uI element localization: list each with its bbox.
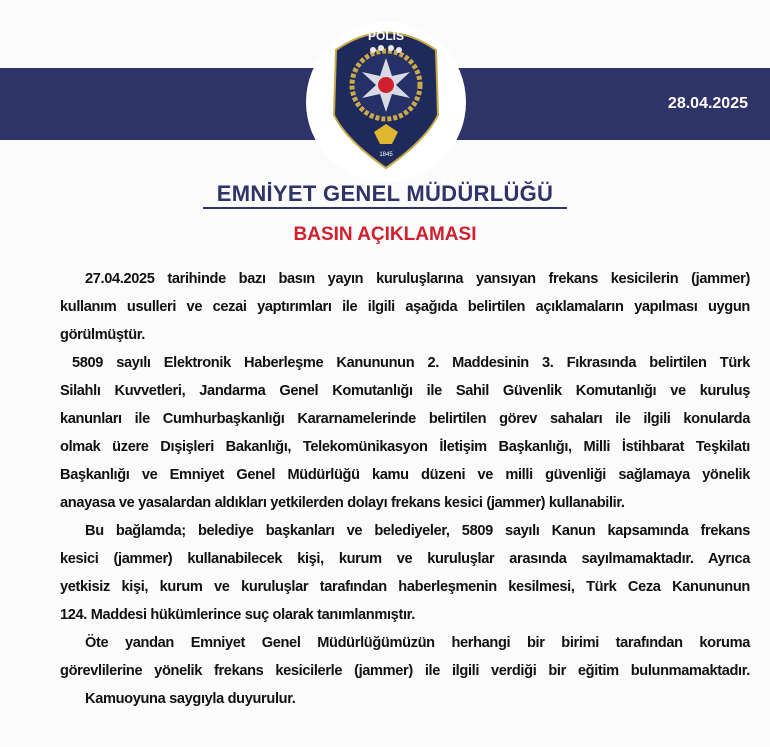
paragraph-3 xyxy=(60,517,750,629)
text-line: kanunları ile Cumhurbaşkanlığı Kararnamelerinde belirtilen görev sahaları ile ilgili konularda xyxy=(60,411,750,427)
text-line: görülmüştür. xyxy=(60,327,145,343)
text-line: anayasa ve yasalardan aldıkları yetkilerden dolayı frekans kesici (jammer) kullanabilir. xyxy=(60,495,625,511)
paragraph-2 xyxy=(60,349,750,517)
text-line: olmak üzere Dışişleri Bakanlığı, Telekomünikasyon İletişim Başkanlığı, Milli İstihbarat Teşkilatı xyxy=(60,439,750,455)
text-line: Silahlı Kuvvetleri, Jandarma Genel Komutanlığı ile Sahil Güvenlik Komutanlığı ve kuruluş xyxy=(60,383,750,399)
text-line: Kamuoyuna saygıyla duyurulur. xyxy=(85,691,296,707)
paragraph-1 xyxy=(60,265,750,349)
text-line: görevlilerine yönelik frekans kesicilerle (jammer) ile ilgili verdiği bir eğitim bulunmamaktadır. xyxy=(60,663,750,679)
press-release-body xyxy=(60,265,750,713)
text-line: Başkanlığı ve Emniyet Genel Müdürlüğü kamu düzeni ve milli güvenliği sağlamaya yönelik xyxy=(60,467,750,483)
text-line: kullanım usulleri ve cezai yaptırımları ile ilgili aşağıda belirtilen açıklamaların yapılması uygun xyxy=(60,299,750,315)
text-line: kesici (jammer) kullanabilecek kişi, kurum ve kuruluşlar arasında sayılmamaktadır. Ayrıca xyxy=(60,551,750,567)
svg-text:1845: 1845 xyxy=(379,152,393,158)
title-underline xyxy=(203,207,567,209)
text-line: 27.04.2025 tarihinde bazı basın yayın kuruluşlarına yansıyan frekans kesicilerin (jammer) xyxy=(85,271,750,287)
text-line: 5809 sayılı Elektronik Haberleşme Kanununun 2. Maddesinin 3. Fıkrasında belirtilen Türk xyxy=(72,355,750,371)
paragraph-5 xyxy=(60,685,750,713)
page-title: EMNİYET GENEL MÜDÜRLÜĞÜ xyxy=(216,181,554,206)
police-emblem-logo xyxy=(326,20,446,170)
release-date: 28.04.2025 xyxy=(667,95,748,112)
svg-text:POLİS: POLİS xyxy=(367,29,405,43)
text-line: 124. Maddesi hükümlerince suç olarak tanımlanmıştır. xyxy=(60,607,415,623)
page-subtitle: BASIN AÇIKLAMASI xyxy=(293,224,477,245)
paragraph-4 xyxy=(60,629,750,685)
text-line: yetkisiz kişi, kurum ve kuruluşlar tarafından haberleşmenin kesilmesi, Türk Ceza Kanununun xyxy=(60,579,750,595)
text-line: Öte yandan Emniyet Genel Müdürlüğümüzün herhangi bir birimi tarafından koruma xyxy=(85,635,750,651)
text-line: Bu bağlamda; belediye başkanları ve belediyeler, 5809 sayılı Kanun kapsamında frekans xyxy=(85,523,750,539)
